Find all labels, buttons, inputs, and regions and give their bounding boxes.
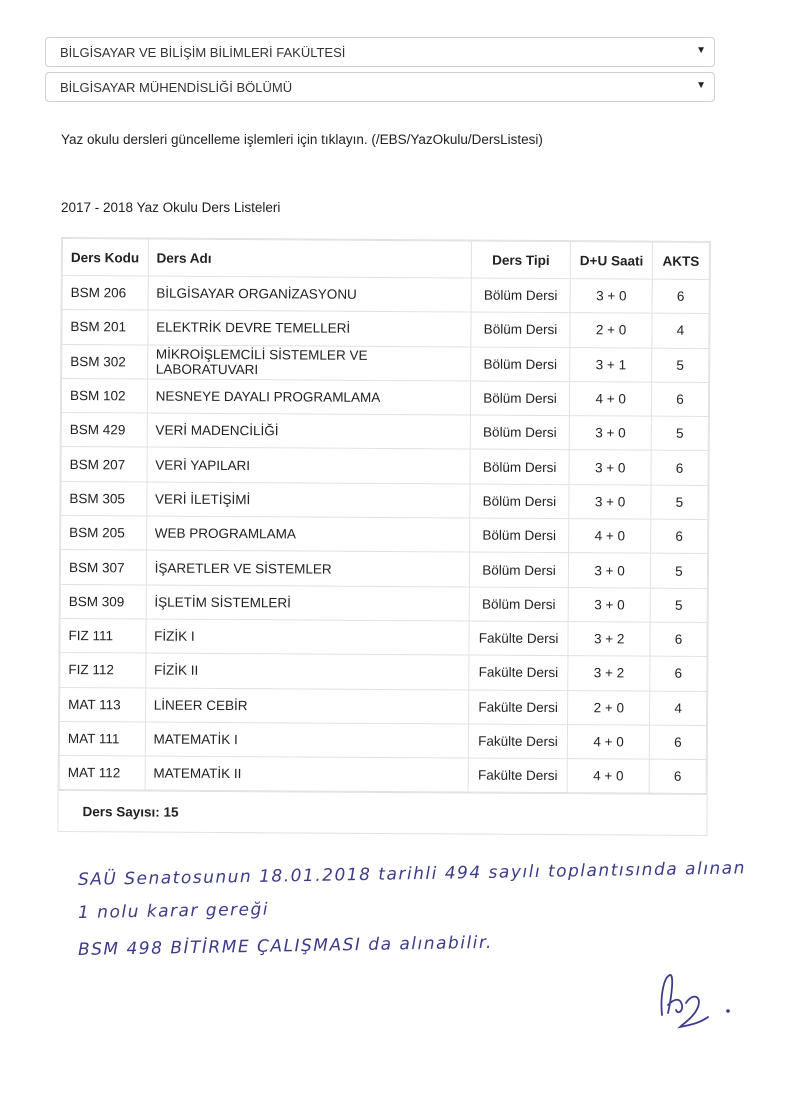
handwritten-note-line3: BSM 498 BİTİRME ÇALIŞMASI da alınabilir.: [77, 932, 493, 960]
table-row: [61, 378, 708, 416]
handwritten-note-line1: SAÜ Senatosunun 18.01.2018 tarihli 494 sayılı toplantısında alınan: [77, 858, 747, 890]
course-ects: 6: [650, 656, 707, 691]
course-hours: 3 + 2: [568, 622, 650, 657]
course-hours: 2 + 0: [570, 313, 652, 348]
table-row: [61, 447, 708, 485]
update-courses-link[interactable]: Yaz okulu dersleri güncelleme işlemleri için tıklayın. (/EBS/YazOkulu/DersListesi): [61, 132, 543, 147]
table-header-row: [62, 239, 709, 280]
course-table: [59, 238, 710, 794]
course-type: Bölüm Dersi: [469, 587, 569, 622]
course-name: FİZİK II: [145, 653, 468, 689]
course-code: FIZ 112: [60, 653, 146, 688]
course-hours: 3 + 0: [569, 587, 651, 622]
course-name: VERİ MADENCİLİĞİ: [147, 413, 470, 449]
course-ects: 4: [652, 313, 709, 348]
course-hours: 2 + 0: [568, 690, 650, 725]
course-ects: 6: [650, 622, 707, 657]
faculty-select-value: BİLGİSAYAR VE BİLİŞİM BİLİMLERİ FAKÜLTESİ: [60, 44, 346, 60]
course-type: Bölüm Dersi: [469, 552, 569, 587]
department-select[interactable]: [45, 72, 715, 102]
course-hours: 4 + 0: [567, 759, 649, 794]
course-type: Bölüm Dersi: [470, 484, 570, 519]
course-name: ELEKTRİK DEVRE TEMELLERİ: [147, 310, 470, 346]
course-ects: 6: [649, 759, 706, 794]
course-name: İŞARETLER VE SİSTEMLER: [146, 550, 469, 586]
course-table-panel: [57, 237, 711, 836]
course-ects: 5: [651, 416, 708, 451]
course-name: MATEMATİK II: [145, 756, 468, 792]
course-hours: 3 + 0: [570, 279, 652, 314]
course-hours: 3 + 0: [569, 450, 651, 485]
table-row: [60, 618, 707, 656]
course-ects: 6: [651, 382, 708, 417]
course-code: BSM 102: [61, 378, 147, 413]
course-type: Bölüm Dersi: [471, 278, 571, 313]
table-row: [62, 310, 709, 348]
table-row: [62, 344, 709, 382]
course-ects: 6: [651, 451, 708, 486]
list-title: 2017 - 2018 Yaz Okulu Ders Listeleri: [61, 200, 281, 215]
course-ects: 6: [651, 519, 708, 554]
course-type: Fakülte Dersi: [468, 724, 568, 759]
course-name: BİLGİSAYAR ORGANİZASYONU: [148, 276, 471, 312]
header-hours: D+U Saati: [571, 242, 653, 279]
course-type: Fakülte Dersi: [468, 758, 568, 793]
course-code: BSM 201: [62, 310, 148, 345]
table-row: [60, 653, 707, 691]
course-code: MAT 111: [59, 721, 145, 756]
course-name: NESNEYE DAYALI PROGRAMLAMA: [147, 379, 470, 415]
course-name: MİKROİŞLEMCİLİ SİSTEMLER VE LABORATUVARI: [147, 345, 470, 381]
course-ects: 5: [650, 553, 707, 588]
course-type: Bölüm Dersi: [470, 347, 570, 382]
course-count: Ders Sayısı: 15: [58, 790, 706, 835]
table-row: [59, 756, 706, 794]
course-ects: 5: [651, 485, 708, 520]
course-type: Bölüm Dersi: [471, 312, 571, 347]
course-hours: 3 + 2: [568, 656, 650, 691]
course-hours: 3 + 0: [569, 553, 651, 588]
course-code: BSM 307: [60, 550, 146, 585]
course-code: BSM 429: [61, 413, 147, 448]
table-row: [62, 276, 709, 314]
course-code: BSM 302: [62, 344, 148, 379]
course-code: FIZ 111: [60, 618, 146, 653]
course-name: VERİ İLETİŞİMİ: [146, 482, 469, 518]
course-type: Fakülte Dersi: [469, 621, 569, 656]
table-row: [61, 481, 708, 519]
header-type: Ders Tipi: [471, 241, 571, 279]
course-name: FİZİK I: [146, 619, 469, 655]
course-hours: 3 + 0: [569, 484, 651, 519]
course-code: BSM 206: [62, 276, 148, 311]
course-code: BSM 205: [61, 516, 147, 551]
course-code: BSM 309: [60, 584, 146, 619]
course-hours: 3 + 0: [570, 416, 652, 451]
handwritten-note-line2: 1 nolu karar gereği: [77, 899, 270, 923]
signature: [650, 965, 760, 1035]
course-code: MAT 112: [59, 756, 145, 791]
course-type: Bölüm Dersi: [469, 518, 569, 553]
course-ects: 5: [652, 348, 709, 383]
course-type: Bölüm Dersi: [470, 415, 570, 450]
course-type: Fakülte Dersi: [468, 690, 568, 725]
course-code: BSM 305: [61, 481, 147, 516]
header-ects: AKTS: [652, 242, 709, 279]
header-code: Ders Kodu: [62, 239, 148, 277]
caret-down-icon: ▼: [696, 80, 706, 91]
course-type: Bölüm Dersi: [470, 449, 570, 484]
caret-down-icon: ▼: [696, 45, 706, 56]
header-name: Ders Adı: [148, 239, 471, 278]
table-row: [61, 413, 708, 451]
table-row: [60, 687, 707, 725]
course-name: LİNEER CEBİR: [145, 688, 468, 724]
course-ects: 5: [650, 588, 707, 623]
course-code: BSM 207: [61, 447, 147, 482]
table-row: [59, 721, 706, 759]
course-hours: 4 + 0: [569, 519, 651, 554]
course-ects: 6: [649, 725, 706, 760]
department-select-value: BİLGİSAYAR MÜHENDİSLİĞİ BÖLÜMÜ: [60, 79, 293, 95]
course-code: MAT 113: [60, 687, 146, 722]
table-row: [60, 550, 707, 588]
table-row: [61, 516, 708, 554]
faculty-select[interactable]: [45, 37, 715, 67]
course-name: MATEMATİK I: [145, 722, 468, 758]
course-hours: 3 + 1: [570, 347, 652, 382]
course-ects: 6: [652, 279, 709, 314]
table-row: [60, 584, 707, 622]
course-name: VERİ YAPILARI: [147, 448, 470, 484]
course-type: Bölüm Dersi: [470, 381, 570, 416]
course-hours: 4 + 0: [568, 724, 650, 759]
course-hours: 4 + 0: [570, 382, 652, 417]
course-name: İŞLETİM SİSTEMLERİ: [146, 585, 469, 621]
course-type: Fakülte Dersi: [468, 655, 568, 690]
course-name: WEB PROGRAMLAMA: [146, 516, 469, 552]
course-ects: 4: [650, 691, 707, 726]
